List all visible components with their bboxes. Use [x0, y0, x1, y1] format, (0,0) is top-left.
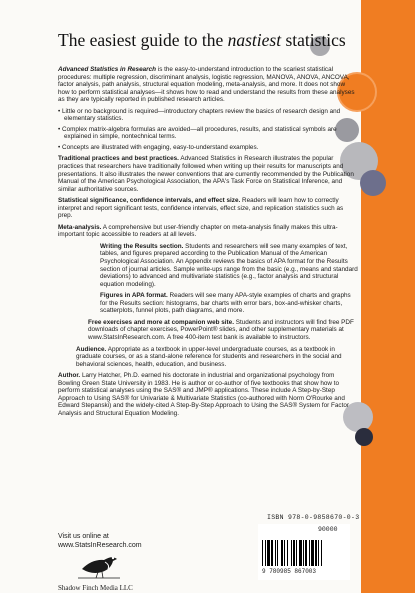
publisher-name: Shadow Finch Media LLC — [58, 584, 133, 592]
barcode-bar — [311, 540, 314, 566]
barcode-bars — [262, 540, 346, 566]
isbn-label: ISBN 978-0-9858670-0-3 — [267, 514, 360, 521]
section-paragraph: Free exercises and more at companion web site. Students and instructors will find free PDF downloads of chapter exercises, PowerPoint® slides, and other supplementary materials at www.StatsInResearch.com. A free 400-item test bank is available to instructors. — [88, 318, 354, 341]
barcode-bar — [267, 540, 270, 566]
barcode-bar — [284, 540, 285, 566]
barcode-bar — [305, 540, 307, 566]
section-paragraph: Audience. Appropriate as a textbook in upper-level undergraduate courses, as a textbook in graduate courses, or as a stand-alone reference for students and researchers in the social and behavioral sciences, health, education, and business. — [76, 345, 342, 368]
intro-paragraph: Advanced Statistics in Research is the easy-to-understand introduction to the scariest statistical procedures: multiple regression, discriminant analysis, logistic regression, MANOVA, ANOVA, ANCOVA, factor analysis, path analysis, structural equation modeling, meta-analysis, and more. It does not show how to perform statistical analyses—it shows how to read and understand the results from these analyses as they are typically reported in published research articles. — [58, 66, 355, 104]
barcode-bar — [315, 540, 317, 566]
website-link[interactable]: www.StatsInResearch.com — [58, 541, 142, 549]
barcode-bar — [321, 540, 322, 566]
description — [58, 66, 358, 421]
barcode-bar — [291, 540, 292, 566]
barcode-bar — [265, 540, 266, 566]
barcode-bar — [309, 540, 310, 566]
decorative-circle-navy — [355, 428, 373, 446]
section-paragraph: Writing the Results section. Students and researchers will see many examples of text, tables, and figures prepared according to the Publication Manual of the American Psychological Association. An Appendix reviews the basics of APA format for the Results section of journal articles. Sample write-ups range from the basic (e.g., means and standard deviations) to advanced and multivariate statistics (e.g., factor analysis and structural equation modeling). — [100, 242, 358, 288]
barcode-bar — [299, 540, 302, 566]
barcode-bar — [296, 540, 297, 566]
section-paragraph: Statistical significance, confidence intervals, and effect size. Readers will learn how to correctly interpret and report significant tests, confidence intervals, effect size, and replication statistics such as prep. — [58, 197, 344, 220]
barcode-bar — [293, 540, 295, 566]
section-paragraph: Meta-analysis. A comprehensive but user-friendly chapter on meta-analysis finally makes this ultra-important topic accessible to readers at all levels. — [58, 223, 338, 239]
list-item: • Concepts are illustrated with engaging, easy-to-understand examples. — [58, 143, 259, 151]
barcode-bar — [271, 540, 273, 566]
decorative-circle-slate — [360, 170, 386, 196]
barcode-bar — [281, 540, 283, 566]
price-code: 90000 — [318, 526, 338, 533]
barcode-bar — [318, 540, 319, 566]
barcode-bar — [287, 540, 288, 566]
section-paragraph: Traditional practices and best practices. Advanced Statistics in Research illustrates the popular practices that researchers have traditionally followed when writing up their results for manuscripts and presentations. It also illustrates the newer conventions that are currently recommended by the Publication Manual of the American Psychological Association, the APA's Task Force on Statistical Inference, and similar authoritative sources. — [58, 155, 354, 193]
barcode-bar — [275, 540, 276, 566]
page-title: The easiest guide to the nastiest statistics — [58, 30, 346, 50]
section-paragraph: Figures in APA format. Readers will see many APA-style examples of charts and graphs for the Results section: histograms, bar charts with error bars, box-and-whisker charts, scatterplots, funnel plots, path diagrams, and more. — [100, 292, 351, 315]
barcode-number: 9 780985 867003 — [262, 568, 317, 575]
barcode-bar — [303, 540, 304, 566]
barcode-bar — [262, 540, 263, 566]
barcode — [258, 524, 350, 580]
visit-label: Visit us online at — [58, 533, 109, 540]
feature-list — [58, 108, 358, 152]
list-item: • Complex matrix-algebra formulas are avoided—all procedures, results, and statistical symbols are explained in simple, nontechnical terms. — [58, 125, 337, 141]
barcode-bar — [277, 540, 278, 566]
list-item: • Little or no background is required—introductory chapters review the basics of research design and elementary statistics. — [58, 107, 341, 123]
author-paragraph: Author. Larry Hatcher, Ph.D. earned his doctorate in industrial and organizational psychology from Bowling Green State University in 1983. He is author or co-author of five textbooks that show how to perform statistical analyses using the SAS® and JMP® applications. These include A Step-by-Step Approach to Using SAS® for Univariate & Multivariate Statistics (co-authored with Norm O'Rourke and Edward Stepanski) and the widely-cited A Step-By-Step Approach to Using the SAS® System for Factor Analysis and Structural Equation Modeling. — [58, 372, 349, 417]
finch-logo-icon — [78, 547, 120, 581]
